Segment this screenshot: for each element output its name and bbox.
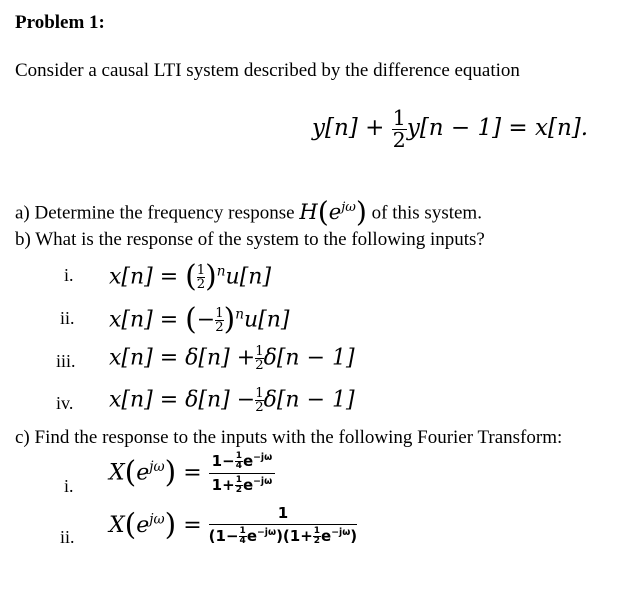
c-ii-denom-p2b: e xyxy=(321,527,332,545)
c-ii-exp: jω xyxy=(149,511,165,528)
b-i-equation: x[n] = ( $\frac{1}{2}$ )$^n$u[n] xyxy=(109,259,272,294)
H-symbol: H xyxy=(299,199,318,224)
part-a-text-after: of this system. xyxy=(371,202,482,224)
part-b xyxy=(15,229,485,251)
equation-rhs: y[n − 1] = x[n]. xyxy=(406,115,589,142)
b-iv-label: iv. xyxy=(56,393,74,413)
c-i-numer-fd: 4 xyxy=(235,461,242,471)
b-i-base-num: 1 xyxy=(196,262,206,278)
b-i-label: i. xyxy=(64,265,74,285)
b-ii-equation: x[n] = (− $\frac{1}{2}$ )$^n$u[n] xyxy=(109,302,290,337)
c-ii-denom-p2exp: −jω xyxy=(331,527,351,538)
b-iii-lhs: x[n] = xyxy=(109,345,179,371)
b-ii-label: ii. xyxy=(60,308,75,328)
c-i-e: e xyxy=(136,460,150,486)
equation-frac-den: 2 xyxy=(392,127,406,152)
c-i-X: X xyxy=(109,460,125,486)
part-c-label: c) xyxy=(15,427,30,448)
b-iii-frac xyxy=(255,345,263,372)
c-i-denom-a: 1+ xyxy=(211,476,235,494)
b-ii-tail: u[n] xyxy=(243,307,290,333)
part-a-text-before: Determine the frequency response xyxy=(34,202,295,224)
e-symbol: e xyxy=(328,199,342,224)
c-i-denom-bexp: −jω xyxy=(253,476,273,487)
c-ii-denom-f1n: 1 xyxy=(239,526,246,536)
c-ii-denominator xyxy=(209,525,357,546)
part-c-text: Find the response to the inputs with the following Fourier Transform: xyxy=(34,427,563,448)
equation-frac-num: 1 xyxy=(392,106,406,130)
part-a-H-expr: $H(e^{j\omega})$ xyxy=(299,195,367,228)
equation-lhs: y[n] + xyxy=(312,115,385,142)
b-iv-frac xyxy=(255,387,263,414)
c-i-fraction xyxy=(209,452,276,495)
problem-intro: Consider a causal LTI system described by the difference equation xyxy=(15,60,520,81)
c-ii-X: X xyxy=(109,513,125,538)
part-a xyxy=(15,195,482,228)
exp-jw: jω xyxy=(341,199,356,215)
b-ii-lhs: x[n] = xyxy=(109,307,179,333)
b-ii-base-den: 2 xyxy=(215,320,224,336)
b-i-base-den: 2 xyxy=(196,277,206,293)
b-ii-sign: − xyxy=(196,307,216,333)
c-i-numer-b: e xyxy=(242,452,254,470)
c-ii-denom-f1d: 4 xyxy=(239,536,246,546)
c-i-numer-fn: 1 xyxy=(235,451,242,461)
c-ii-e: e xyxy=(136,513,150,538)
c-ii-label: ii. xyxy=(60,527,75,547)
b-i-base xyxy=(197,264,205,291)
b-iv-b: δ[n − 1] xyxy=(263,387,355,413)
b-iv-lhs: x[n] = xyxy=(109,387,179,413)
part-b-text: What is the response of the system to the following inputs? xyxy=(35,229,485,250)
c-ii-denom-f2n: 1 xyxy=(313,526,321,536)
part-c xyxy=(15,427,562,449)
c-ii-numerator: 1 xyxy=(209,506,357,525)
b-iii-num: 1 xyxy=(255,344,264,359)
c-ii-fraction xyxy=(209,506,357,546)
b-iii-label: iii. xyxy=(56,351,76,371)
c-i-numer-a: 1− xyxy=(211,452,235,470)
c-ii-denom-p1: (1− xyxy=(208,527,239,545)
c-i-denom-frac xyxy=(235,476,243,495)
b-iii-b: δ[n − 1] xyxy=(263,345,355,371)
b-iv-equation xyxy=(109,387,355,414)
b-i-exp: n xyxy=(216,263,226,280)
difference-equation xyxy=(312,108,588,150)
c-i-label: i. xyxy=(64,476,74,496)
c-ii-eq: = xyxy=(183,513,202,538)
c-ii-denom-p3: ) xyxy=(350,527,358,545)
b-ii-base-num: 1 xyxy=(215,305,224,321)
b-i-lhs: x[n] = xyxy=(109,264,179,290)
b-iv-num: 1 xyxy=(255,386,264,401)
b-ii-base xyxy=(215,307,223,334)
c-ii-denom-p1b: e xyxy=(246,527,257,545)
b-iv-a: δ[n] − xyxy=(185,387,256,413)
c-ii-denom-f2d: 2 xyxy=(313,536,321,546)
b-iii-den: 2 xyxy=(255,358,264,374)
c-i-denom-b: e xyxy=(242,476,254,494)
b-iv-den: 2 xyxy=(255,400,264,416)
c-ii-denom-p2: )(1+ xyxy=(276,527,313,545)
equation-fraction xyxy=(392,108,407,150)
c-ii-denom-f2 xyxy=(313,527,321,546)
b-iii-a: δ[n] + xyxy=(185,345,256,371)
c-ii-denom-p1exp: −jω xyxy=(257,527,277,538)
c-ii-equation: $X(e^{j\omega})$ = 1 (1− $\frac{1}{4}$ $e^{-j\omega})(1+$ $\frac{1}{2}$ $e^{-j\omega}$) xyxy=(109,504,358,546)
c-i-numer-frac xyxy=(235,452,243,471)
b-iii-equation xyxy=(109,345,355,372)
c-i-numer-bexp: −jω xyxy=(253,452,273,463)
c-i-denom-fn: 1 xyxy=(235,475,242,485)
c-i-eq: = xyxy=(183,460,202,486)
c-i-denom-fd: 2 xyxy=(235,485,242,495)
b-ii-exp: n xyxy=(235,306,244,323)
c-i-denominator xyxy=(209,474,276,495)
b-i-tail: u[n] xyxy=(225,264,272,290)
c-i-numerator xyxy=(209,452,276,474)
part-a-label: a) xyxy=(15,202,30,224)
c-i-equation: $X(e^{j\omega})$ = 1− $\frac{1}{4}$ $e^{-j\omega}$ 1+ $\frac{1}{2}$ $e^{-j\omega}$ xyxy=(109,452,275,495)
c-ii-denom-f1 xyxy=(239,527,247,546)
c-i-exp: jω xyxy=(149,459,165,476)
part-b-label: b) xyxy=(15,229,31,250)
problem-title: Problem 1: xyxy=(15,12,105,33)
